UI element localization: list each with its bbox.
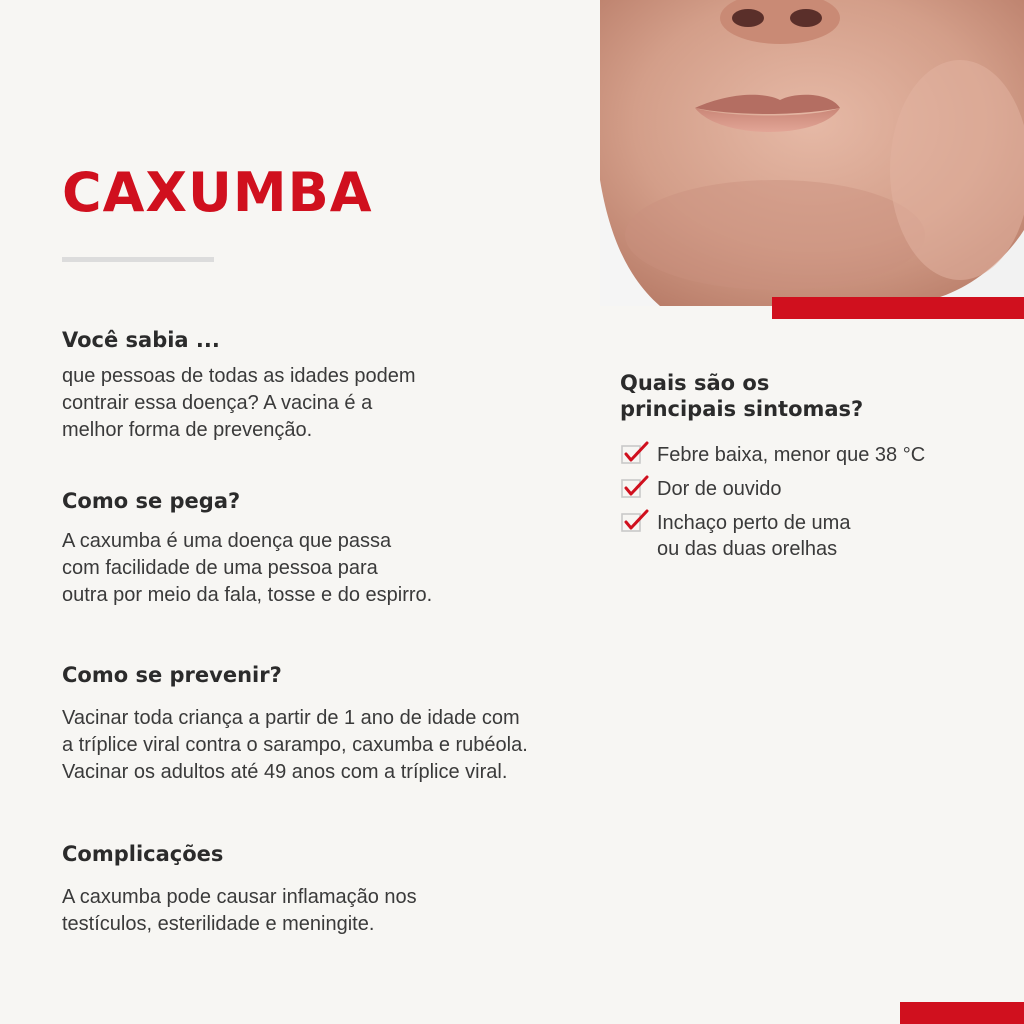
section-heading: Como se pega? — [62, 489, 241, 513]
section-heading: Complicações — [62, 842, 224, 866]
section-text: A caxumba pode causar inflamação nos testículos, esterilidade e meningite. — [62, 886, 417, 936]
section-voce-sabia — [62, 328, 416, 444]
list-item — [620, 442, 1010, 468]
accent-bar-bottom — [900, 1002, 1024, 1024]
section-complicacoes — [62, 842, 417, 938]
symptoms-list — [620, 442, 1010, 562]
symptoms-panel — [620, 370, 1010, 570]
section-heading: Como se prevenir? — [62, 663, 282, 687]
symptom-label: Dor de ouvido — [657, 478, 782, 500]
title-divider — [62, 257, 214, 262]
checkbox-check-icon — [620, 508, 650, 534]
section-como-se-prevenir — [62, 663, 528, 786]
checkbox-check-icon — [620, 440, 650, 466]
section-text: que pessoas de todas as idades podem contrair essa doença? A vacina é a melhor forma de prevenção. — [62, 365, 416, 442]
list-item — [620, 510, 1010, 562]
accent-bar-top — [772, 297, 1024, 319]
section-text: A caxumba é uma doença que passa com facilidade de uma pessoa para outra por meio da fala, tosse e do espirro. — [62, 530, 433, 607]
swollen-face-photo — [600, 0, 1024, 306]
list-item — [620, 476, 1010, 502]
checkbox-check-icon — [620, 474, 650, 500]
page-title: CAXUMBA — [62, 161, 373, 224]
section-heading: Você sabia ... — [62, 328, 220, 352]
section-como-se-pega — [62, 489, 432, 609]
symptom-label: Febre baixa, menor que 38 °C — [657, 444, 926, 466]
section-text: Vacinar toda criança a partir de 1 ano de idade com a tríplice viral contra o sarampo, caxumba e rubéola. Vacinar os adultos até 49 anos com a tríplice viral. — [62, 707, 528, 784]
symptom-label: Inchaço perto de uma ou das duas orelhas — [657, 512, 851, 560]
symptoms-heading: Quais são os principais sintomas? — [620, 371, 864, 421]
